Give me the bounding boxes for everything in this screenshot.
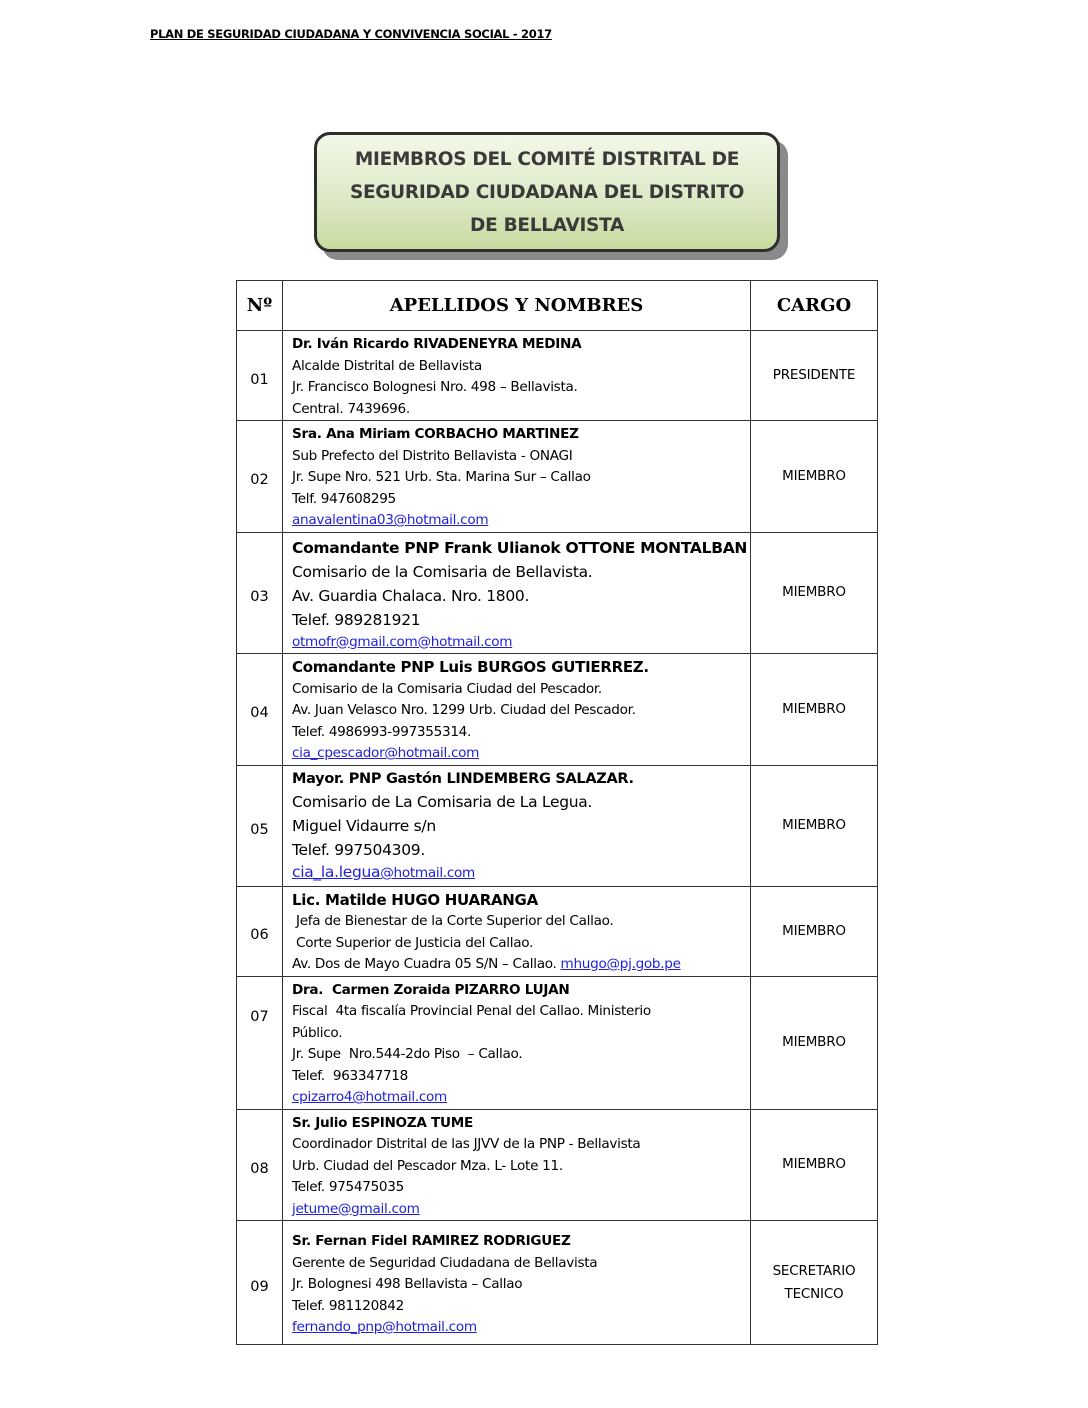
member-name: Dra. Carmen Zoraida PIZARRO LUJAN — [292, 981, 570, 998]
member-cargo: MIEMBRO — [751, 976, 878, 1109]
member-detail: Coordinador Distrital de las JJVV de la PNP - Bellavista — [292, 1136, 641, 1152]
row-number: 09 — [237, 1221, 283, 1345]
member-detail: Público. — [292, 1024, 343, 1041]
member-name: Comandante PNP Frank Ulianok OTTONE MONTALBAN — [292, 538, 748, 557]
member-detail: Jr. Francisco Bolognesi Nro. 498 – Bellavista. — [292, 379, 578, 395]
header-num: Nº — [237, 281, 283, 331]
member-name: Mayor. PNP Gastón LINDEMBERG SALAZAR. — [292, 770, 634, 787]
member-cargo — [751, 1221, 878, 1345]
member-detail: Telef. 4986993-997355314. — [292, 723, 472, 740]
member-detail: Comisario de la Comisaria de Bellavista. — [292, 562, 593, 581]
member-name: Sr. Julio ESPINOZA TUME — [292, 1114, 473, 1131]
table-row — [237, 1221, 878, 1345]
email-link[interactable]: jetume@gmail.com — [292, 1200, 420, 1217]
member-info — [283, 1109, 751, 1221]
member-detail: Av. Guardia Chalaca. Nro. 1800. — [292, 586, 530, 605]
email-link[interactable]: cpizarro4@hotmail.com — [292, 1089, 447, 1105]
email-link[interactable]: cia_cpescador@hotmail.com — [292, 745, 480, 761]
table-row — [237, 654, 878, 766]
member-address: Av. Dos de Mayo Cuadra 05 S/N – Callao. — [292, 956, 561, 972]
table-row — [237, 532, 878, 654]
member-detail: Jefa de Bienestar de la Corte Superior del Callao. — [292, 913, 614, 929]
member-name: Sra. Ana Miriam CORBACHO MARTINEZ — [292, 426, 579, 442]
member-name: Lic. Matilde HUGO HUARANGA — [292, 890, 538, 909]
member-cargo: MIEMBRO — [751, 532, 878, 654]
table-header-row — [237, 281, 878, 331]
email-line — [292, 862, 750, 885]
row-number: 07 — [237, 976, 283, 1109]
member-info — [283, 886, 751, 976]
member-detail: Miguel Vidaurre s/n — [292, 817, 436, 835]
member-detail: Av. Juan Velasco Nro. 1299 Urb. Ciudad del Pescador. — [292, 702, 636, 718]
member-detail: Alcalde Distrital de Bellavista — [292, 357, 482, 374]
document-header: PLAN DE SEGURIDAD CIUDADANA Y CONVIVENCIA SOCIAL - 2017 — [150, 27, 552, 41]
member-info — [283, 976, 751, 1109]
member-detail: Jr. Supe Nro. 521 Urb. Sta. Marina Sur – Callao — [292, 469, 591, 485]
email-link[interactable]: cia_la.legua — [292, 863, 381, 881]
member-detail: Telf. 947608295 — [292, 490, 396, 507]
member-detail: Jr. Supe Nro.544-2do Piso – Callao. — [292, 1046, 523, 1062]
table-row — [237, 1109, 878, 1221]
member-detail: Telef. 989281921 — [292, 610, 421, 629]
member-detail: Fiscal 4ta fiscalía Provincial Penal del Callao. Ministerio — [292, 1003, 651, 1019]
member-name: Comandante PNP Luis BURGOS GUTIERREZ. — [292, 658, 649, 676]
row-number: 02 — [237, 421, 283, 533]
row-number: 01 — [237, 331, 283, 421]
member-detail: Central. 7439696. — [292, 400, 410, 417]
member-detail: Comisario de La Comisaria de La Legua. — [292, 793, 593, 811]
member-cargo: MIEMBRO — [751, 421, 878, 533]
email-link[interactable]: mhugo@pj.gob.pe — [560, 956, 681, 972]
member-detail: Sub Prefecto del Distrito Bellavista - ONAGI — [292, 447, 573, 464]
header-name: APELLIDOS Y NOMBRES — [283, 281, 751, 331]
email-link[interactable]: fernando_pnp@hotmail.com — [292, 1319, 477, 1335]
cargo-line: SECRETARIO — [772, 1262, 856, 1279]
member-detail: Corte Superior de Justicia del Callao. — [292, 934, 534, 951]
member-cargo: MIEMBRO — [751, 765, 878, 886]
row-number: 04 — [237, 654, 283, 766]
table-row — [237, 886, 878, 976]
member-cargo: MIEMBRO — [751, 654, 878, 766]
member-cargo: PRESIDENTE — [751, 331, 878, 421]
document-title: MIEMBROS DEL COMITÉ DISTRITAL DE SEGURIDAD CIUDADANA DEL DISTRITO DE BELLAVISTA — [349, 148, 745, 236]
member-detail: Telef. 981120842 — [292, 1297, 404, 1314]
table-row — [237, 765, 878, 886]
table-row — [237, 331, 878, 421]
member-cargo: MIEMBRO — [751, 886, 878, 976]
member-detail — [292, 954, 750, 976]
member-info — [283, 765, 751, 886]
title-box — [314, 132, 780, 252]
row-number: 06 — [237, 886, 283, 976]
table-row — [237, 976, 878, 1109]
member-detail: Telef. 975475035 — [292, 1179, 404, 1195]
member-detail: Telef. 963347718 — [292, 1067, 408, 1084]
email-link[interactable]: anavalentina03@hotmail.com — [292, 512, 489, 528]
member-detail: Jr. Bolognesi 498 Bellavista – Callao — [292, 1276, 523, 1292]
email-link-domain[interactable]: @hotmail.com — [380, 865, 475, 881]
member-detail: Telef. 997504309. — [292, 841, 425, 859]
row-number: 05 — [237, 765, 283, 886]
member-info — [283, 654, 751, 766]
cargo-line: TECNICO — [784, 1285, 844, 1302]
member-info — [283, 421, 751, 533]
row-number: 03 — [237, 532, 283, 654]
member-name: Sr. Fernan Fidel RAMIREZ RODRIGUEZ — [292, 1233, 571, 1249]
member-name: Dr. Iván Ricardo RIVADENEYRA MEDINA — [292, 336, 582, 352]
row-number: 08 — [237, 1109, 283, 1221]
member-info — [283, 1221, 751, 1345]
members-table — [236, 280, 878, 1345]
member-info — [283, 532, 751, 654]
member-detail: Gerente de Seguridad Ciudadana de Bellavista — [292, 1254, 598, 1271]
member-detail: Comisario de la Comisaria Ciudad del Pescador. — [292, 680, 602, 697]
member-detail: Urb. Ciudad del Pescador Mza. L- Lote 11. — [292, 1157, 563, 1174]
header-cargo: CARGO — [751, 281, 878, 331]
email-link[interactable]: otmofr@gmail.com@hotmail.com — [292, 633, 513, 650]
member-cargo: MIEMBRO — [751, 1109, 878, 1221]
table-row — [237, 421, 878, 533]
member-info — [283, 331, 751, 421]
